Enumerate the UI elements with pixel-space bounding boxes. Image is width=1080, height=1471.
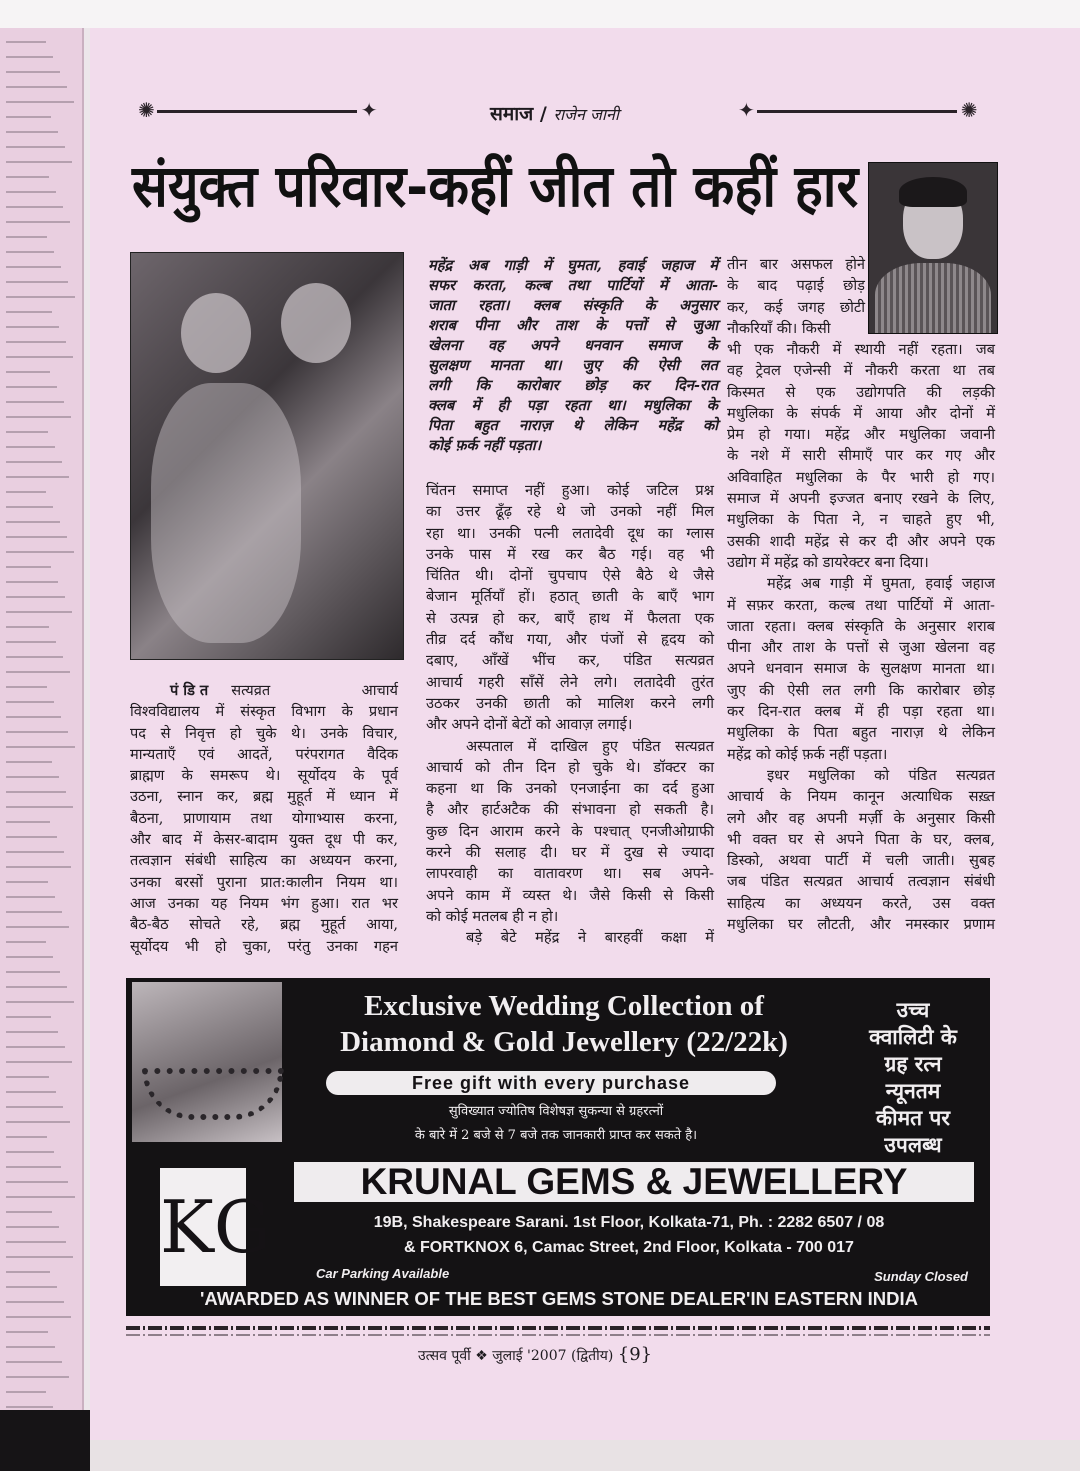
pull-quote-line: कोई फ़र्क नहीं पड़ता। (428, 437, 542, 454)
article-line: और अपने दोनों बेटों को आवाज़ लगाई। (426, 716, 633, 734)
article-line: रहा था। उनकी पत्नी लतादेवी दूध का ग्लास (426, 524, 714, 542)
ad-side-text (838, 996, 988, 1158)
article-line (130, 680, 398, 701)
previous-page-text-line (6, 1271, 50, 1273)
ad-hindi-line-2: के बारे में 2 बजे से 7 बजे तक जानकारी प्राप्त कर सकते है। (414, 1128, 698, 1143)
article-line: महेंद्र अब गाड़ी में घुमता, हवाई जहाज (767, 575, 995, 593)
company-address (294, 1210, 964, 1260)
previous-page-text-line (6, 866, 71, 868)
previous-page-text-line (6, 716, 61, 718)
article-line: कर दिन-रात क्लब में ही पड़ा रहता था। (727, 703, 995, 721)
article-line: इधर मधुलिका को पंडित सत्यव्रत (767, 766, 995, 784)
article-line: उद्योग में महेंद्र को डायरेक्टर बना दिया। (727, 553, 929, 571)
article-line: मधुलिका घर लौटती, और नमस्कार प्रणाम (727, 916, 995, 934)
previous-page-text-line (6, 1181, 68, 1183)
article-line: उनका बरसों पुराना प्रात:कालीन नियम था। (130, 873, 398, 891)
article-line: विश्वविद्यालय में संस्कृत विभाग के प्रधान (130, 703, 398, 721)
couple-photo (130, 252, 404, 660)
previous-page-text-line (6, 536, 67, 538)
pull-quote-line: सुलक्षण मानता था। जुए की ऐसी लत (428, 357, 718, 374)
previous-page-text-line (6, 1256, 73, 1258)
article-line: मान्यताएँ एवं आदतें, परंपरागत वैदिक (130, 745, 398, 763)
article-line: महेंद्र को कोई फ़र्क नहीं पड़ता। (727, 745, 888, 763)
previous-page-text-line (6, 191, 56, 193)
article-line: मधुलिका के पिता ने, न चाहते हुए भी, (727, 511, 995, 529)
article-line: करने की सलाह दी। घर में दुख से ज्यादा (426, 844, 714, 862)
previous-page-text-line (6, 371, 50, 373)
article-line: को कोई मतलब ही न हो। (426, 907, 559, 925)
previous-page-text-line (6, 386, 57, 388)
footer-separator-icon: ❖ (475, 1348, 488, 1364)
article-column-3 (727, 339, 995, 935)
pull-quote-line: पिता बहुत नाराज़ थे लेकिन महेंद्र को (428, 417, 718, 434)
previous-page-text-line (6, 701, 54, 703)
article-line: जब पंडित सत्यव्रत आचार्य तत्वज्ञान संबंधी (727, 873, 995, 891)
previous-page-text-line (6, 296, 75, 298)
previous-page-text-line (6, 1241, 66, 1243)
previous-page-edge (0, 28, 84, 1448)
article-line: में सफ़र करता, कल्ब तथा पार्टियों में आता- (727, 596, 995, 614)
previous-page-text-line (6, 1121, 70, 1123)
previous-page-text-line (6, 806, 73, 808)
section-header (490, 100, 619, 126)
ad-headline-line-2: Diamond & Gold Jewellery (22/22k) (340, 1026, 788, 1058)
previous-page-text-line (6, 1376, 69, 1378)
previous-page-text-line (6, 1211, 52, 1213)
pull-quote-line: शराब पीना और ताश के पत्तों से जुआ (428, 317, 718, 334)
previous-page-text-line (6, 986, 67, 988)
previous-page-text-line (6, 746, 75, 748)
section-name: समाज (490, 103, 534, 125)
pull-quote-line: जाता रहता। क्लब संस्कृति के अनुसार (428, 297, 718, 314)
previous-page-text-line (6, 146, 65, 148)
previous-page-text-line (6, 41, 46, 43)
previous-page-text-line (6, 161, 72, 163)
previous-page-text-line (6, 881, 48, 883)
article-line: उनके पास में रख कर बैठ गई। वह भी (426, 545, 714, 563)
magazine-name: उत्सव पूर्वी (418, 1348, 471, 1364)
previous-page-text-line (6, 656, 63, 658)
article-line: आचार्य के नियम कानून अत्याधिक सख़्त (727, 788, 995, 806)
article-line: भी वक्त घर से अपने पिता के घर, क्लब, (727, 830, 995, 848)
article-column-2 (426, 480, 714, 949)
previous-page-text-line (6, 1331, 48, 1333)
author-photo (868, 162, 998, 334)
article-line: साहित्य का अध्ययन करते, उस वक्त (727, 894, 995, 912)
previous-page-text-line (6, 326, 59, 328)
previous-page-text-line (6, 851, 64, 853)
scan-bottom-edge (90, 1440, 1080, 1471)
previous-page-text-line (6, 686, 47, 688)
previous-page-text-line (6, 731, 68, 733)
previous-page-text-line (6, 551, 74, 553)
article-line: तीव्र दर्द कौंध गया, और पंजों से हृदय को (426, 631, 714, 649)
previous-page-text-line (6, 1016, 51, 1018)
ad-side-line: उपलब्ध (884, 1132, 942, 1157)
previous-page-text-line (6, 1361, 62, 1363)
previous-page-text-line (6, 446, 55, 448)
page-number: {9} (617, 1344, 653, 1365)
article-line: आचार्य गहरी साँसें लेने लगे। लतादेवी तुरंत (426, 673, 714, 691)
page-footer (418, 1344, 652, 1365)
previous-page-text-line (6, 1346, 55, 1348)
article-line: कर, कई जगह छोटी (727, 298, 865, 316)
previous-page-text-line (6, 791, 66, 793)
article-line: चिंतन समाप्त नहीं हुआ। कोई जटिल प्रश्न (426, 482, 714, 499)
article-line: अपने धनवान समाज के सुलक्षण मानता था। (727, 660, 995, 678)
article-line: चिंतित थी। दोनों चुपचाप ऐसे बैठे थे जैसे (426, 567, 714, 585)
article-line: और बाद में केसर-बादाम युक्त दूध पी कर, (130, 831, 398, 849)
article-line: बैठ-बैठ सोचते रहे, ब्रह्म मुहूर्त आया, (130, 916, 398, 934)
ad-side-line: क्वालिटी के (869, 1024, 957, 1049)
article-line: पद से निवृत्त हो चुके थे। उनके विचार, (130, 724, 398, 742)
previous-page-text-line (6, 1226, 59, 1228)
article-line: डिस्को, अथवा पार्टी में चली जाती। सुबह (727, 852, 995, 870)
previous-page-text-line (6, 1286, 57, 1288)
company-logo: KG (160, 1168, 246, 1286)
article-line: आचार्य को तीन दिन हो चुके थे। डॉक्टर का (426, 758, 714, 776)
article-line: बेजान मूर्तियाँ हों। हठात् छाती के बाएँ भाग (426, 588, 714, 606)
ad-hindi-line-1: सुविख्यात ज्योतिष विशेषज्ञ सुकन्या से ग्रहरत्नों (448, 1104, 664, 1119)
article-line: दबाए, आँखें भींच कर, पंडित सत्यव्रत (426, 652, 714, 670)
ad-model-photo (132, 982, 282, 1142)
ad-hindi-note (316, 1100, 796, 1148)
article-line: लगे और वह अपनी मर्ज़ी के अनुसार किसी (727, 809, 995, 827)
article-column-1 (130, 680, 398, 957)
article-line: मधुलिका के पिता बहुत नाराज़ थे लेकिन (727, 724, 995, 742)
previous-page-text-line (6, 491, 46, 493)
previous-page-text-line (6, 116, 51, 118)
lead-line-text: सत्यव्रत आचार्य (231, 682, 398, 699)
previous-page-text-line (6, 776, 59, 778)
previous-page-text-line (6, 1316, 71, 1318)
lead-word: पंडित (170, 682, 214, 699)
article-line: अस्पताल में दाखिल हुए पंडित सत्यव्रत (466, 737, 714, 755)
ad-offer-badge: Free gift with every purchase (326, 1071, 776, 1095)
article-line: समाज में अपनी इज्जत बनाए रखने के लिए, (727, 490, 995, 508)
ad-side-line: उच्च (896, 997, 930, 1022)
previous-page-text-line (6, 1106, 63, 1108)
previous-page-text-line (6, 251, 54, 253)
previous-page-text-line (6, 1046, 65, 1048)
article-line: है और हार्टअटैक की संभावना हो सकती है। (426, 801, 714, 819)
article-line: कुछ दिन आराम करने के पश्चात् एनजीओग्राफी (426, 822, 714, 840)
address-line-2: & FORTKNOX 6, Camac Street, 2nd Floor, Kolkata - 700 017 (404, 1239, 854, 1256)
article-line: अविवाहित मधुलिका के पैर भारी हो गए। (727, 468, 995, 486)
article-line: तीन बार असफल होने (727, 256, 865, 273)
article-line: सूर्योदय भी हो चुका, परंतु उनका गहन (130, 937, 398, 955)
previous-page-text-line (6, 431, 48, 433)
previous-page-text-line (6, 1196, 75, 1198)
article-line: आज उनका यह नियम भंग हुआ। रात भर (130, 894, 398, 912)
previous-page-text-line (6, 1406, 53, 1408)
article-title-box (132, 150, 858, 230)
previous-page-text-line (6, 1301, 64, 1303)
previous-page-text-line (6, 626, 49, 628)
previous-page-text-line (6, 311, 52, 313)
previous-page-text-line (6, 206, 63, 208)
article-line: का उत्तर ढूँढ़ रहे थे जो उनको नहीं मिल (426, 503, 714, 521)
previous-page-text-line (6, 821, 50, 823)
article-line: तत्वज्ञान संबंधी साहित्य का अध्ययन करना, (130, 852, 398, 870)
previous-page-text-line (6, 56, 53, 58)
previous-page-text-line (6, 896, 55, 898)
previous-page-text-line (6, 1031, 58, 1033)
previous-page-text-line (6, 266, 61, 268)
previous-page-text-line (6, 941, 46, 943)
previous-page-text-line (6, 356, 73, 358)
article-line: अपने काम में व्यस्त थे। जैसे किसी से किसी (426, 886, 714, 904)
previous-page-text-line (6, 1391, 46, 1393)
parking-note: Car Parking Available (316, 1266, 450, 1281)
closed-note: Sunday Closed (874, 1269, 968, 1284)
previous-page-text-line (6, 416, 71, 418)
previous-page-text-line (6, 611, 72, 613)
article-column-3-intro (727, 254, 865, 339)
previous-page-text-line (6, 1166, 61, 1168)
article-line: के नशे में सारी सीमाएँ पार कर गए और (727, 447, 995, 465)
previous-page-text-line (6, 596, 65, 598)
article-line: ब्राह्मण के समरूप थे। सूर्योदय के पूर्व (130, 767, 398, 785)
article-line: से उत्पन्न हो कर, बाएँ हाथ में फैलता एक (426, 609, 714, 627)
article-line: के बाद पढ़ाई छोड़ (727, 277, 865, 295)
article-line: प्रेम हो गया। महेंद्र और मधुलिका जवानी (727, 426, 995, 444)
previous-page-text-line (6, 641, 56, 643)
previous-page-text-line (6, 176, 49, 178)
article-line: लापरवाही का वातावरण था। सब अपने- (426, 865, 714, 883)
author-name: राजेन जानी (553, 105, 620, 124)
article-line: भी एक नौकरी में स्थायी नहीं रहता। जब (727, 341, 995, 358)
award-banner: 'AWARDED AS WINNER OF THE BEST GEMS STONE DEALER'IN EASTERN INDIA (199, 1288, 918, 1309)
pull-quote-line: क्लब में ही पड़ा रहता था। मधुलिका के (428, 397, 718, 414)
scan-background-corner (0, 1410, 90, 1471)
left-ornament-icon: ✺ ✦ (138, 98, 376, 122)
previous-page-text-line (6, 926, 69, 928)
ad-side-line: ग्रह रत्न (884, 1051, 942, 1076)
pull-quote-line: सफर करता, कल्ब तथा पार्टियों में आता- (428, 277, 718, 294)
previous-page-text-line (6, 956, 53, 958)
pull-quote (428, 256, 718, 456)
previous-page-text-line (6, 131, 58, 133)
previous-page-text-line (6, 236, 47, 238)
pull-quote-line: लगी कि कारोबार छोड़ कर दिन-रात (428, 377, 718, 394)
article-title: संयुक्त परिवार-कहीं जीत तो कहीं हार (132, 152, 859, 220)
article-line: उठना, स्नान कर, ब्रह्म मुहूर्त में ध्यान में (130, 788, 398, 806)
article-line: वह ट्रेवल एजेन्सी में नौकरी करता था तब (727, 362, 995, 380)
previous-page-text-line (6, 581, 58, 583)
previous-page-text-line (6, 1061, 72, 1063)
article-line: बैठना, प्राणायाम तथा योगाभ्यास करना, (130, 809, 398, 827)
previous-page-text-line (6, 341, 66, 343)
company-name: KRUNAL GEMS & JEWELLERY (294, 1162, 974, 1202)
article-line: कहना था कि उनको एनजाईना का दर्द हुआ (426, 780, 714, 798)
right-ornament-icon: ✦ ✺ (738, 98, 976, 122)
previous-page-text-line (6, 836, 57, 838)
pull-quote-line: महेंद्र अब गाड़ी में घुमता, हवाई जहाज में (428, 257, 718, 274)
previous-page-text-line (6, 1091, 56, 1093)
previous-page-text-line (6, 671, 70, 673)
article-line: बड़े बेटे महेंद्र ने बारहवीं कक्षा में (466, 929, 714, 947)
previous-page-text-line (6, 911, 62, 913)
ad-headline (284, 988, 844, 1060)
previous-page-text-line (6, 281, 68, 283)
previous-page-text-line (6, 1001, 74, 1003)
previous-page-text-line (6, 1151, 54, 1153)
previous-page-text-line (6, 476, 69, 478)
previous-page-text-line (6, 86, 67, 88)
previous-page-text-line (6, 1076, 49, 1078)
section-separator: / (539, 103, 547, 125)
previous-page-text-line (6, 401, 64, 403)
article-line: उसकी शादी महेंद्र से कर दी और अपने एक (727, 532, 995, 550)
previous-page-text-line (6, 521, 60, 523)
previous-page-text-line (6, 566, 51, 568)
article-line: जाता रहता। क्लब संस्कृति के अनुसार शराब (727, 617, 995, 635)
previous-page-text-line (6, 506, 53, 508)
ad-side-line: कीमत पर (876, 1105, 950, 1130)
article-line: नौकरियाँ की। किसी (727, 319, 831, 337)
previous-page-text-line (6, 761, 52, 763)
ad-side-line: न्यूनतम (885, 1078, 941, 1103)
issue-date: जुलाई '2007 (द्वितीय) (492, 1348, 614, 1364)
previous-page-text-line (6, 461, 62, 463)
article-line: मधुलिका के संपर्क में आया और दोनों में (727, 404, 995, 422)
article-line: उठकर उनकी छाती को मालिश करने लगी (426, 694, 714, 712)
previous-page-text-line (6, 221, 70, 223)
footer-divider (126, 1326, 990, 1330)
article-line: जुए की ऐसी लत लगी कि कारोबार छोड़ (727, 681, 995, 699)
jewellery-advertisement (126, 978, 990, 1316)
previous-page-text-line (6, 71, 60, 73)
address-line-1: 19B, Shakespeare Sarani. 1st Floor, Kolkata-71, Ph. : 2282 6507 / 08 (373, 1214, 885, 1231)
previous-page-text-line (6, 1136, 47, 1138)
pull-quote-line: खेलना वह अपने धनवान समाज के (428, 337, 718, 354)
ad-headline-line-1: Exclusive Wedding Collection of (364, 990, 764, 1022)
scan-top-edge (0, 0, 1080, 28)
footer-divider-shadow (126, 1334, 990, 1336)
previous-page-text-line (6, 971, 60, 973)
article-line: पीना और ताश के पत्तों से जुआ खेलना वह (727, 639, 995, 657)
previous-page-text-line (6, 101, 74, 103)
article-line: किस्मत से एक उद्योगपति की लड़की (727, 383, 995, 401)
